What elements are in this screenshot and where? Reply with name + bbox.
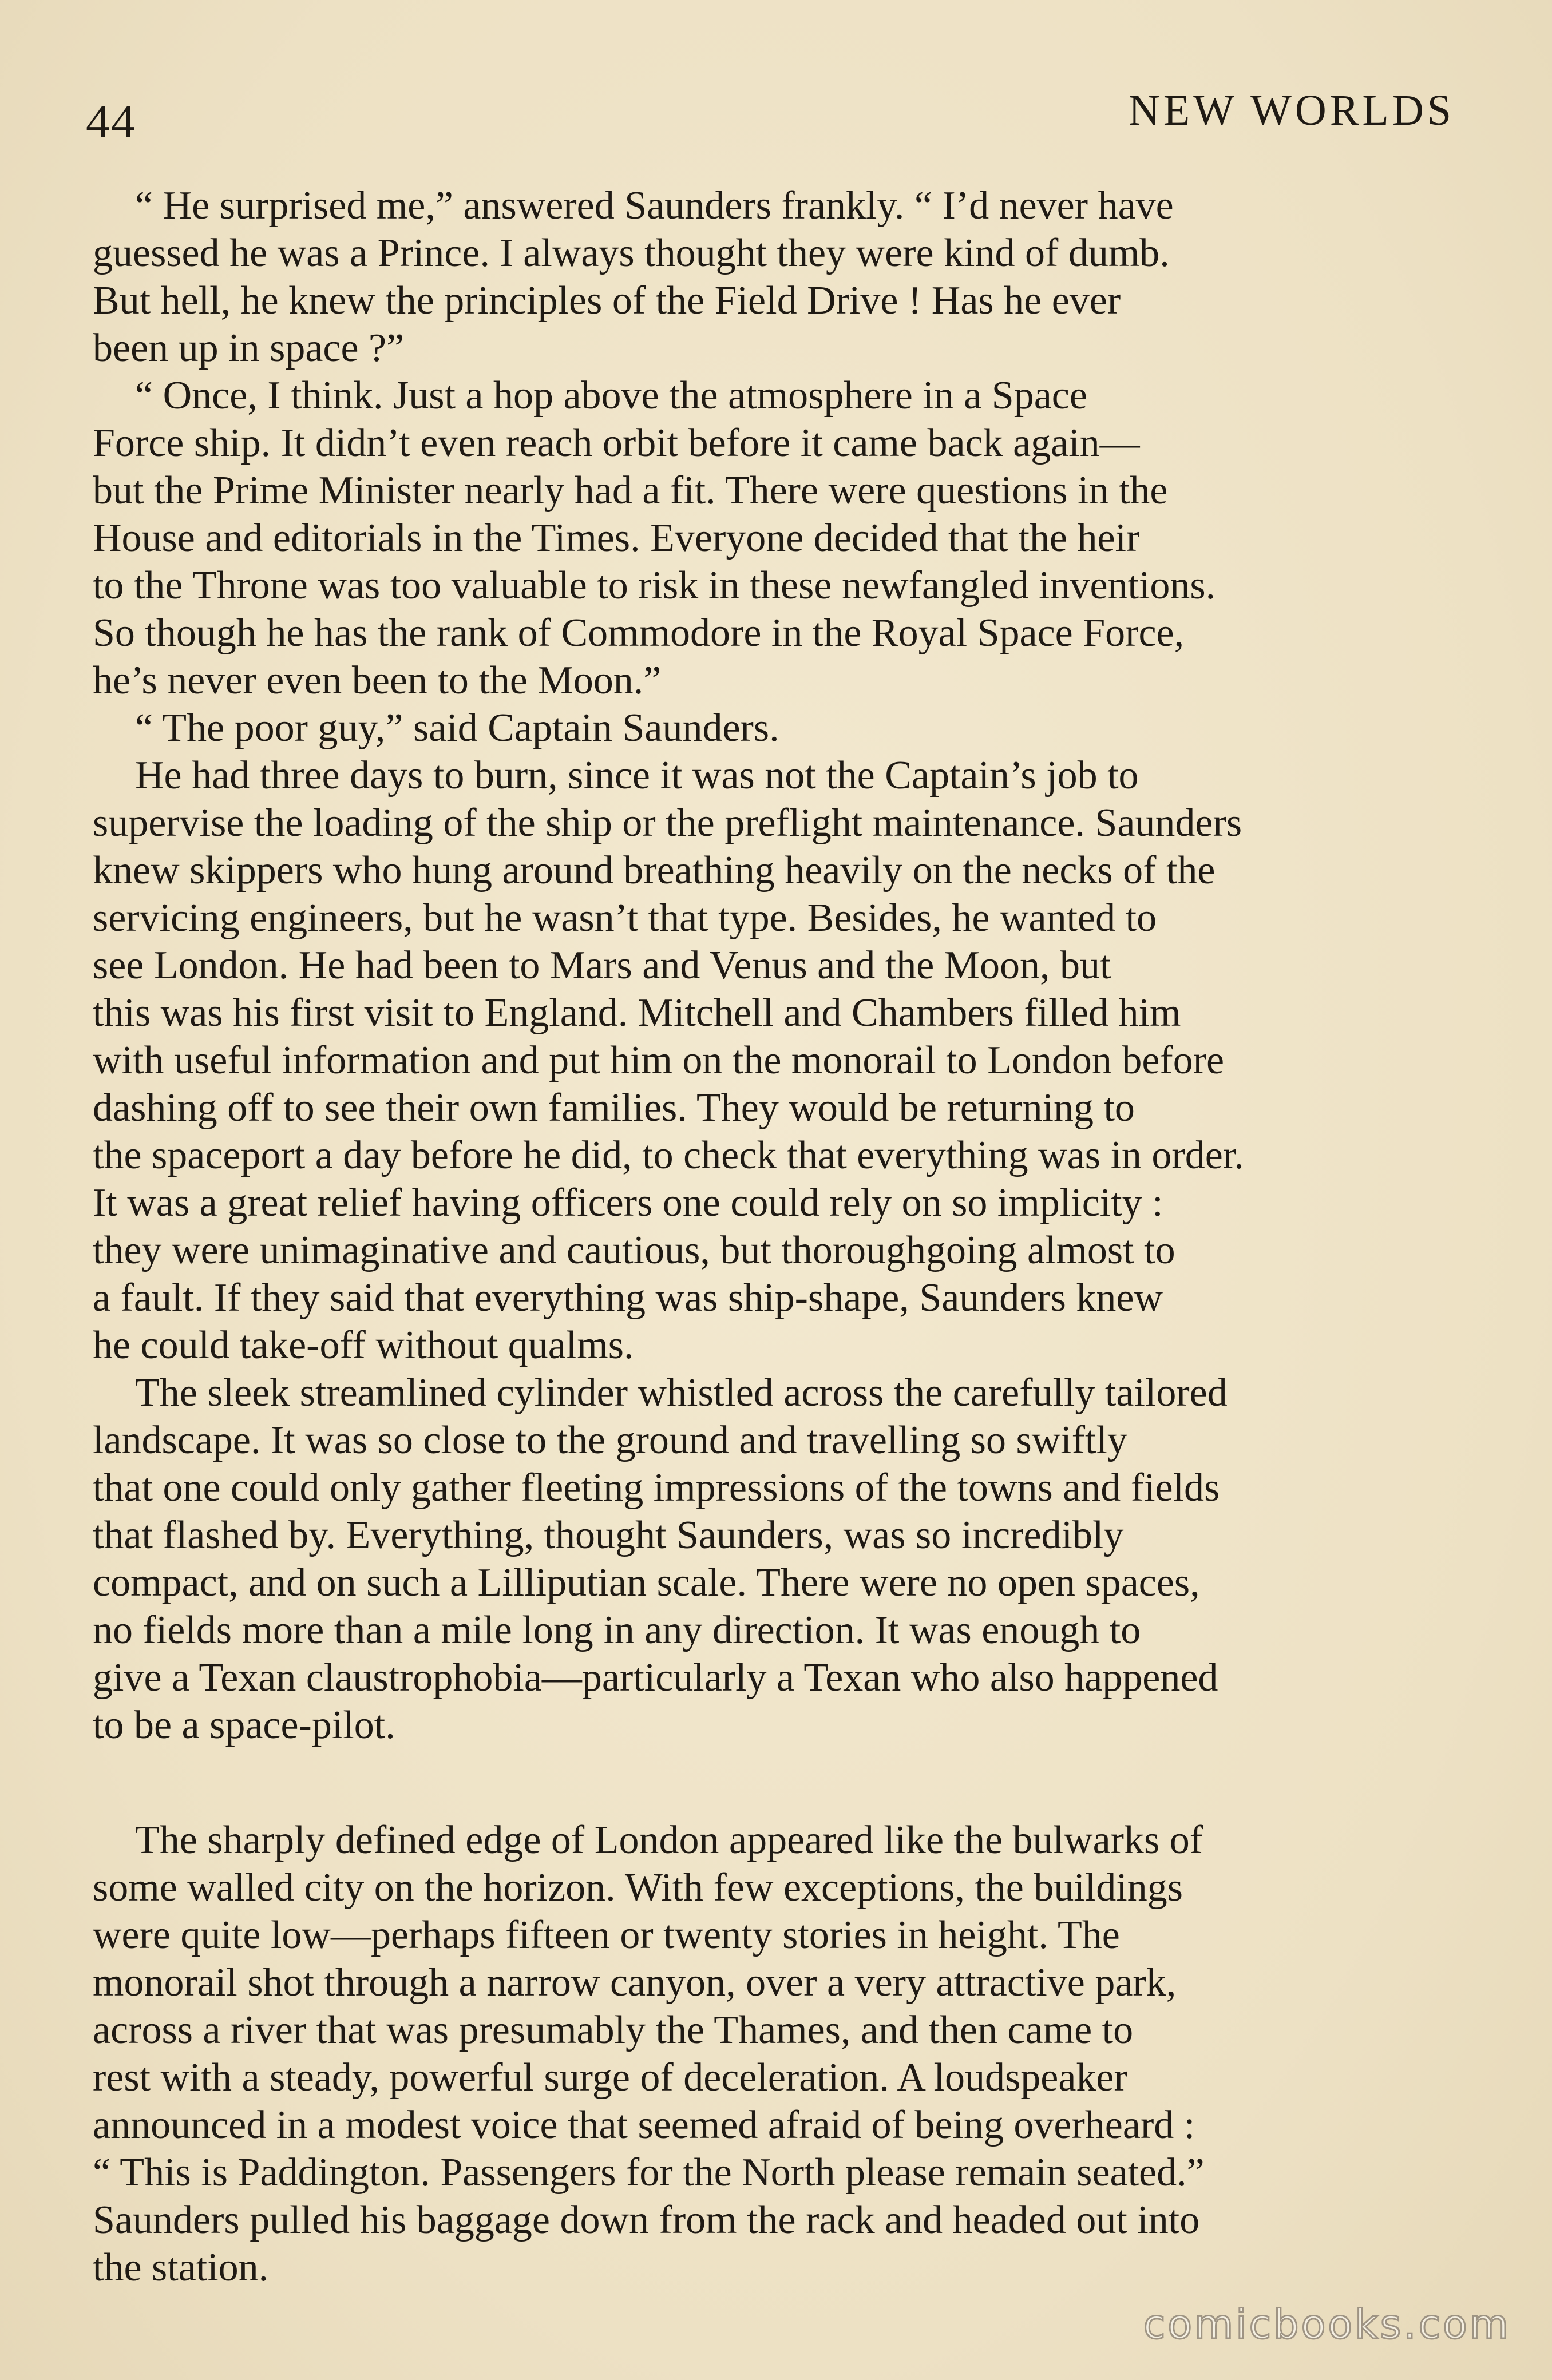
running-head: NEW WORLDS <box>1128 86 1455 134</box>
watermark: comicbooks.com <box>1143 2301 1511 2348</box>
body-text <box>93 182 1455 2291</box>
paragraph: The sleek streamlined cylinder whistled across the carefully tailored landscape. It was so close to the ground and travelling so swiftly that one could only gather fleeting impressions of the towns and fields that flashed by. Everything, thought Saunders, was so incredibly compact, and on such a Lilliputian scale. There were no open spaces, no fields more than a mile long in any direction. It was enough to give a Texan claustrophobia—particularly a Texan who also happened to be a space-pilot. <box>93 1371 1228 1747</box>
paragraph: The sharply defined edge of London appeared like the bulwarks of some walled city on the horizon. With few exceptions, the buildings were quite low—perhaps fifteen or twenty stories in height. The monorail shot through a narrow canyon, over a very attractive park, across a river that was presumably the Thames, and then came to rest with a steady, powerful surge of deceleration. A loudspeaker announced in a modest voice that seemed afraid of being overheard : “ This is Paddington. Passengers for the North please remain seated.” Saunders pulled his baggage down from the rack and headed out into the station. <box>93 1818 1205 2290</box>
page-header <box>86 86 1455 149</box>
paragraph: “ The poor guy,” said Captain Saunders. <box>135 706 779 750</box>
paragraph: He had three days to burn, since it was not the Captain’s job to supervise the loading of the ship or the preflight maintenance. Saunders knew skippers who hung around breathing heavily on the necks of the servicing engineers, but he wasn’t that type. Besides, he wanted to see London. He had been to Mars and Venus and the Moon, but this was his first visit to England. Mitchell and Chambers filled him with useful information and put him on the monorail to London before dashing off to see their own families. They would be returning to the spaceport a day before he did, to check that everything was in order. It was a great relief having officers one could rely on so implicity : they were unimaginative and cautious, but thoroughgoing almost to a fault. If they said that everything was ship-shape, Saunders knew he could take-off without qualms. <box>93 753 1244 1367</box>
paragraph: “ Once, I think. Just a hop above the atmosphere in a Space Force ship. It didn’t even reach orbit before it came back again— but the Prime Minister nearly had a fit. There were questions in the House and editorials in the Times. Everyone decided that the heir to the Throne was too valuable to risk in these newfangled inventions. So though he has the rank of Commodore in the Royal Space Force, he’s never even been to the Moon.” <box>93 374 1216 703</box>
page-number: 44 <box>86 95 136 148</box>
paragraph: “ He surprised me,” answered Saunders frankly. “ I’d never have guessed he was a Prince. I always thought they were kind of dumb. But hell, he knew the principles of the Field Drive ! Has he ever been up in space ?” <box>93 184 1174 370</box>
